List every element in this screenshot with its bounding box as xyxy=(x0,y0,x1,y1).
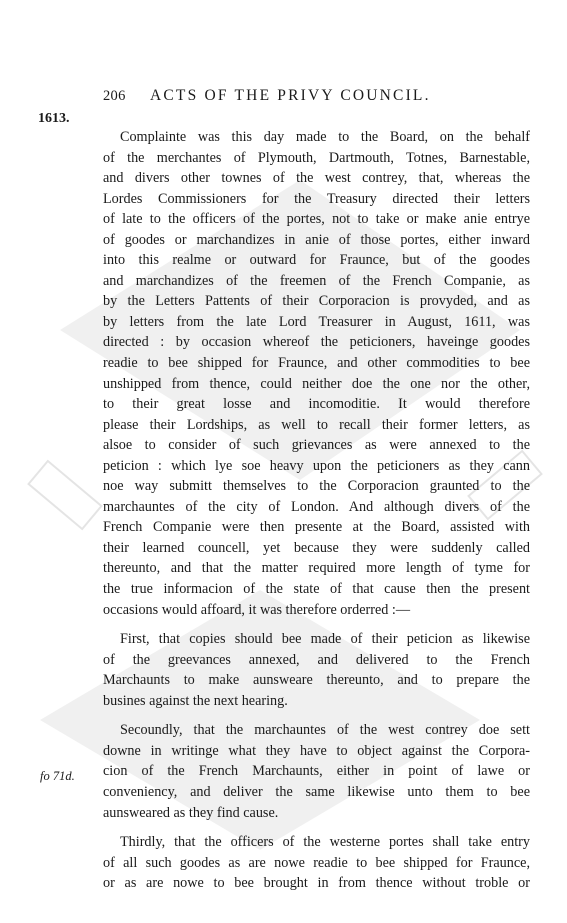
text-line: downe in writinge what they have to object against the Corpora- xyxy=(103,742,530,759)
text-line: occasions would affoard, it was therefore orderred :— xyxy=(103,601,411,618)
text-line: unshipped from thence, could neither doe the one nor the other, xyxy=(103,375,530,392)
text-line: Lordes Commissioners for the Treasury directed their letters xyxy=(103,190,530,207)
text-line: please their Lordships, as well to recall their former letters, as xyxy=(103,416,530,433)
text-line: by the Letters Pattents of their Corporacion is provyded, and as xyxy=(103,293,530,310)
text-line: Complainte was this day made to the Board, on the behalf xyxy=(120,129,530,145)
text-line: and marchandizes of the freemen of the French Companie, as xyxy=(103,272,530,289)
text-line: Secoundly, that the marchauntes of the west contrey doe sett xyxy=(120,722,530,739)
paragraph-secoundly xyxy=(103,720,530,823)
text-line: their learned councell, yet because they were suddenly called xyxy=(103,539,530,556)
page-number: 206 xyxy=(103,88,126,104)
body-text xyxy=(103,127,530,903)
text-line: of the merchantes of Plymouth, Dartmouth, Totnes, Barnestable, xyxy=(103,149,530,166)
text-line: the true informacion of the state of that cause then the present xyxy=(103,581,530,598)
text-line: of late to the officers of the portes, not to take or make anie entrye xyxy=(103,211,530,228)
text-line: into this realme or outward for Fraunce, but of the goodes xyxy=(103,252,530,269)
text-line: cion of the French Marchaunts, either in point of lawe or xyxy=(103,763,530,780)
text-line: First, that copies should bee made of their peticion as likewise xyxy=(120,631,530,648)
text-line: alsoe to consider of such grievances as were annexed to the xyxy=(103,437,530,454)
text-line: Marchaunts to make aunsweare thereunto, and to prepare the xyxy=(103,672,530,689)
text-line: noe way submitt themselves to the Corporacion graunted to the xyxy=(103,478,530,495)
text-line: marchauntes of the city of London. And although divers of the xyxy=(103,498,530,515)
text-line: peticion : which lye soe heavy upon the peticioners as they cann xyxy=(103,457,530,474)
text-line: of all such goodes as are nowe readie to bee shipped for Fraunce, xyxy=(103,854,530,871)
text-line: of goodes or marchandizes in anie of those portes, either inward xyxy=(103,231,530,248)
text-line: conveniency, and deliver the same likewise unto them to bee xyxy=(103,783,530,800)
text-line: by letters from the late Lord Treasurer in August, 1611, was xyxy=(103,313,530,330)
text-line: of the greevances annexed, and delivered to the French xyxy=(103,651,530,668)
running-title: ACTS OF THE PRIVY COUNCIL. xyxy=(150,87,431,104)
margin-year: 1613. xyxy=(38,111,70,126)
text-line: readie to bee shipped for Fraunce, and other commodities to bee xyxy=(103,355,530,372)
text-line: to their great losse and incomoditie. It would therefore xyxy=(103,396,530,413)
paragraph-complaint xyxy=(103,127,530,620)
text-line: busines against the next hearing. xyxy=(103,692,288,709)
text-line: or as are nowe to bee brought in from thence without troble or xyxy=(103,875,530,892)
text-line: and divers other townes of the west contrey, that, whereas the xyxy=(103,170,530,187)
paragraph-first xyxy=(103,629,530,711)
text-line: Thirdly, that the officers of the westerne portes shall take entry xyxy=(120,834,530,851)
text-line: directed : by occasion whereof the peticioners, haveinge goodes xyxy=(103,334,530,351)
paragraph-thirdly xyxy=(103,832,530,894)
text-line: aunsweared as they find cause. xyxy=(103,804,279,821)
text-line: thereunto, and that the matter required more length of tyme for xyxy=(103,560,530,577)
margin-folio-note: fo 71d. xyxy=(40,769,75,783)
text-line: French Companie were then presente at the Board, assisted with xyxy=(103,519,530,536)
